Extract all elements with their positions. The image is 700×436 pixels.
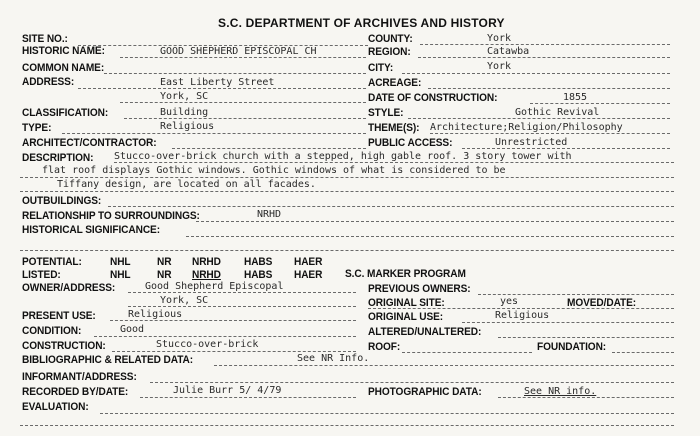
- evaluation-line: [100, 413, 674, 414]
- owner-label: OWNER/ADDRESS:: [22, 282, 116, 294]
- relationship-line: [196, 221, 674, 222]
- photographic-value: See NR info.: [524, 386, 597, 397]
- description-rule-3: [20, 191, 674, 192]
- moved-date-label: MOVED/DATE:: [567, 297, 637, 309]
- present-use-value: Religious: [128, 309, 183, 320]
- informant-label: INFORMANT/ADDRESS:: [22, 371, 137, 383]
- county-value: York: [487, 33, 512, 44]
- recorded-value: Julie Burr 5/ 4/79: [173, 385, 282, 396]
- photographic-line: [498, 397, 674, 398]
- style-label: STYLE:: [368, 107, 404, 119]
- listed-nrhd-checked: NRHD: [192, 269, 221, 281]
- present-use-label: PRESENT USE:: [22, 310, 96, 322]
- acreage-label: ACREAGE:: [368, 77, 422, 89]
- historic-name-label: HISTORIC NAME:: [22, 45, 105, 57]
- acreage-line: [428, 88, 670, 89]
- original-site-label: ORIGINAL SITE:: [368, 297, 445, 309]
- description-rule-2: [20, 177, 674, 178]
- roof-line: [402, 352, 532, 353]
- evaluation-line-2: [20, 425, 674, 426]
- region-line: [418, 57, 670, 58]
- date-of-construction-label: DATE OF CONSTRUCTION:: [368, 92, 498, 104]
- construction-line: [112, 351, 356, 352]
- public-access-label: PUBLIC ACCESS:: [368, 137, 453, 149]
- description-line-1: Stucco-over-brick church with a stepped, high gable roof. 3 story tower with: [114, 151, 572, 162]
- historic-name-line: [120, 57, 366, 58]
- roof-label: ROOF:: [368, 341, 401, 353]
- bibliographic-label: BIBLIOGRAPHIC & RELATED DATA:: [22, 354, 194, 366]
- potential-habs: HABS: [244, 256, 273, 268]
- construction-label: CONSTRUCTION:: [22, 340, 106, 352]
- address-line-2-rule: [120, 102, 366, 103]
- foundation-label: FOUNDATION:: [537, 341, 607, 353]
- description-line-3: Tiffany design, are located on all facades.: [57, 179, 316, 190]
- county-label: COUNTY:: [368, 33, 413, 45]
- city-value: York: [487, 61, 512, 72]
- address-line-2: York, SC: [160, 91, 209, 102]
- classification-line: [124, 118, 366, 119]
- potential-nrhd: NRHD: [192, 256, 221, 268]
- evaluation-label: EVALUATION:: [22, 401, 89, 413]
- listed-label: LISTED:: [22, 269, 61, 281]
- potential-nhl: NHL: [110, 256, 131, 268]
- address-line-1-rule: [78, 88, 366, 89]
- city-line: [402, 73, 670, 74]
- bibliographic-line: [214, 365, 674, 366]
- architect-label: ARCHITECT/CONTRACTOR:: [22, 137, 157, 149]
- owner-line-1: Good Shepherd Episcopal: [145, 281, 284, 292]
- owner-rule-1: [128, 292, 356, 293]
- style-value: Gothic Revival: [515, 107, 600, 118]
- recorded-line: [140, 397, 356, 398]
- relationship-value: NRHD: [257, 209, 282, 220]
- bibliographic-value: See NR Info.: [297, 353, 370, 364]
- public-access-value: Unrestricted: [495, 137, 568, 148]
- themes-value: Architecture;Religion/Philosophy: [430, 122, 623, 133]
- condition-value: Good: [120, 324, 145, 335]
- original-site-value: yes: [500, 296, 519, 307]
- common-name-label: COMMON NAME:: [22, 62, 105, 74]
- previous-owners-label: PREVIOUS OWNERS:: [368, 283, 471, 295]
- original-use-line: [462, 322, 674, 323]
- listed-nhl: NHL: [110, 269, 131, 281]
- type-line: [62, 133, 366, 134]
- potential-label: POTENTIAL:: [22, 256, 82, 268]
- architect-line: [172, 148, 366, 149]
- site-no-label: SITE NO.:: [22, 33, 68, 45]
- present-use-line: [110, 320, 356, 321]
- altered-line: [498, 337, 674, 338]
- marker-program-heading: S.C. MARKER PROGRAM: [345, 268, 466, 280]
- potential-nr: NR: [157, 256, 172, 268]
- relationship-label: RELATIONSHIP TO SURROUNDINGS:: [22, 210, 200, 222]
- address-label: ADDRESS:: [22, 76, 75, 88]
- altered-label: ALTERED/UNALTERED:: [368, 326, 482, 338]
- previous-owners-line: [478, 294, 674, 295]
- card-title: S.C. DEPARTMENT OF ARCHIVES AND HISTORY: [218, 16, 505, 30]
- description-line-2: flat roof displays Gothic windows. Gothic windows of what is considered to be: [42, 165, 506, 176]
- condition-label: CONDITION:: [22, 325, 82, 337]
- listed-habs: HABS: [244, 269, 273, 281]
- themes-label: THEME(S):: [368, 122, 420, 134]
- classification-value: Building: [160, 107, 209, 118]
- construction-value: Stucco-over-brick: [156, 339, 259, 350]
- public-access-line: [462, 148, 670, 149]
- classification-label: CLASSIFICATION:: [22, 107, 109, 119]
- photographic-label: PHOTOGRAPHIC DATA:: [368, 386, 482, 398]
- historical-significance-line: [186, 236, 674, 237]
- listed-haer: HAER: [294, 269, 323, 281]
- themes-line: [430, 133, 670, 134]
- style-line: [408, 118, 670, 119]
- historic-name-value: GOOD SHEPHERD EPISCOPAL CH: [160, 46, 317, 57]
- region-value: Catawba: [487, 46, 530, 57]
- condition-line: [94, 336, 356, 337]
- recorded-label: RECORDED BY/DATE:: [22, 386, 129, 398]
- description-label: DESCRIPTION:: [22, 152, 94, 164]
- listed-nr: NR: [157, 269, 172, 281]
- original-use-value: Religious: [495, 310, 550, 321]
- address-line-1: East Liberty Street: [160, 77, 275, 88]
- potential-haer: HAER: [294, 256, 323, 268]
- region-label: REGION:: [368, 46, 411, 58]
- informant-line: [150, 382, 674, 383]
- outbuildings-line: [108, 206, 674, 207]
- description-rule-1: [114, 162, 674, 163]
- date-line: [530, 103, 670, 104]
- original-use-label: ORIGINAL USE:: [368, 311, 444, 323]
- common-name-line: [104, 73, 366, 74]
- foundation-line: [612, 352, 674, 353]
- section-rule: [20, 250, 674, 251]
- historical-significance-label: HISTORICAL SIGNIFICANCE:: [22, 224, 160, 236]
- owner-rule-2: [128, 306, 356, 307]
- city-label: CITY:: [368, 62, 394, 74]
- type-value: Religious: [160, 121, 215, 132]
- date-of-construction-value: 1855: [563, 92, 588, 103]
- outbuildings-label: OUTBUILDINGS:: [22, 195, 102, 207]
- county-line: [420, 44, 670, 45]
- type-label: TYPE:: [22, 122, 52, 134]
- owner-line-2: York, SC: [160, 295, 209, 306]
